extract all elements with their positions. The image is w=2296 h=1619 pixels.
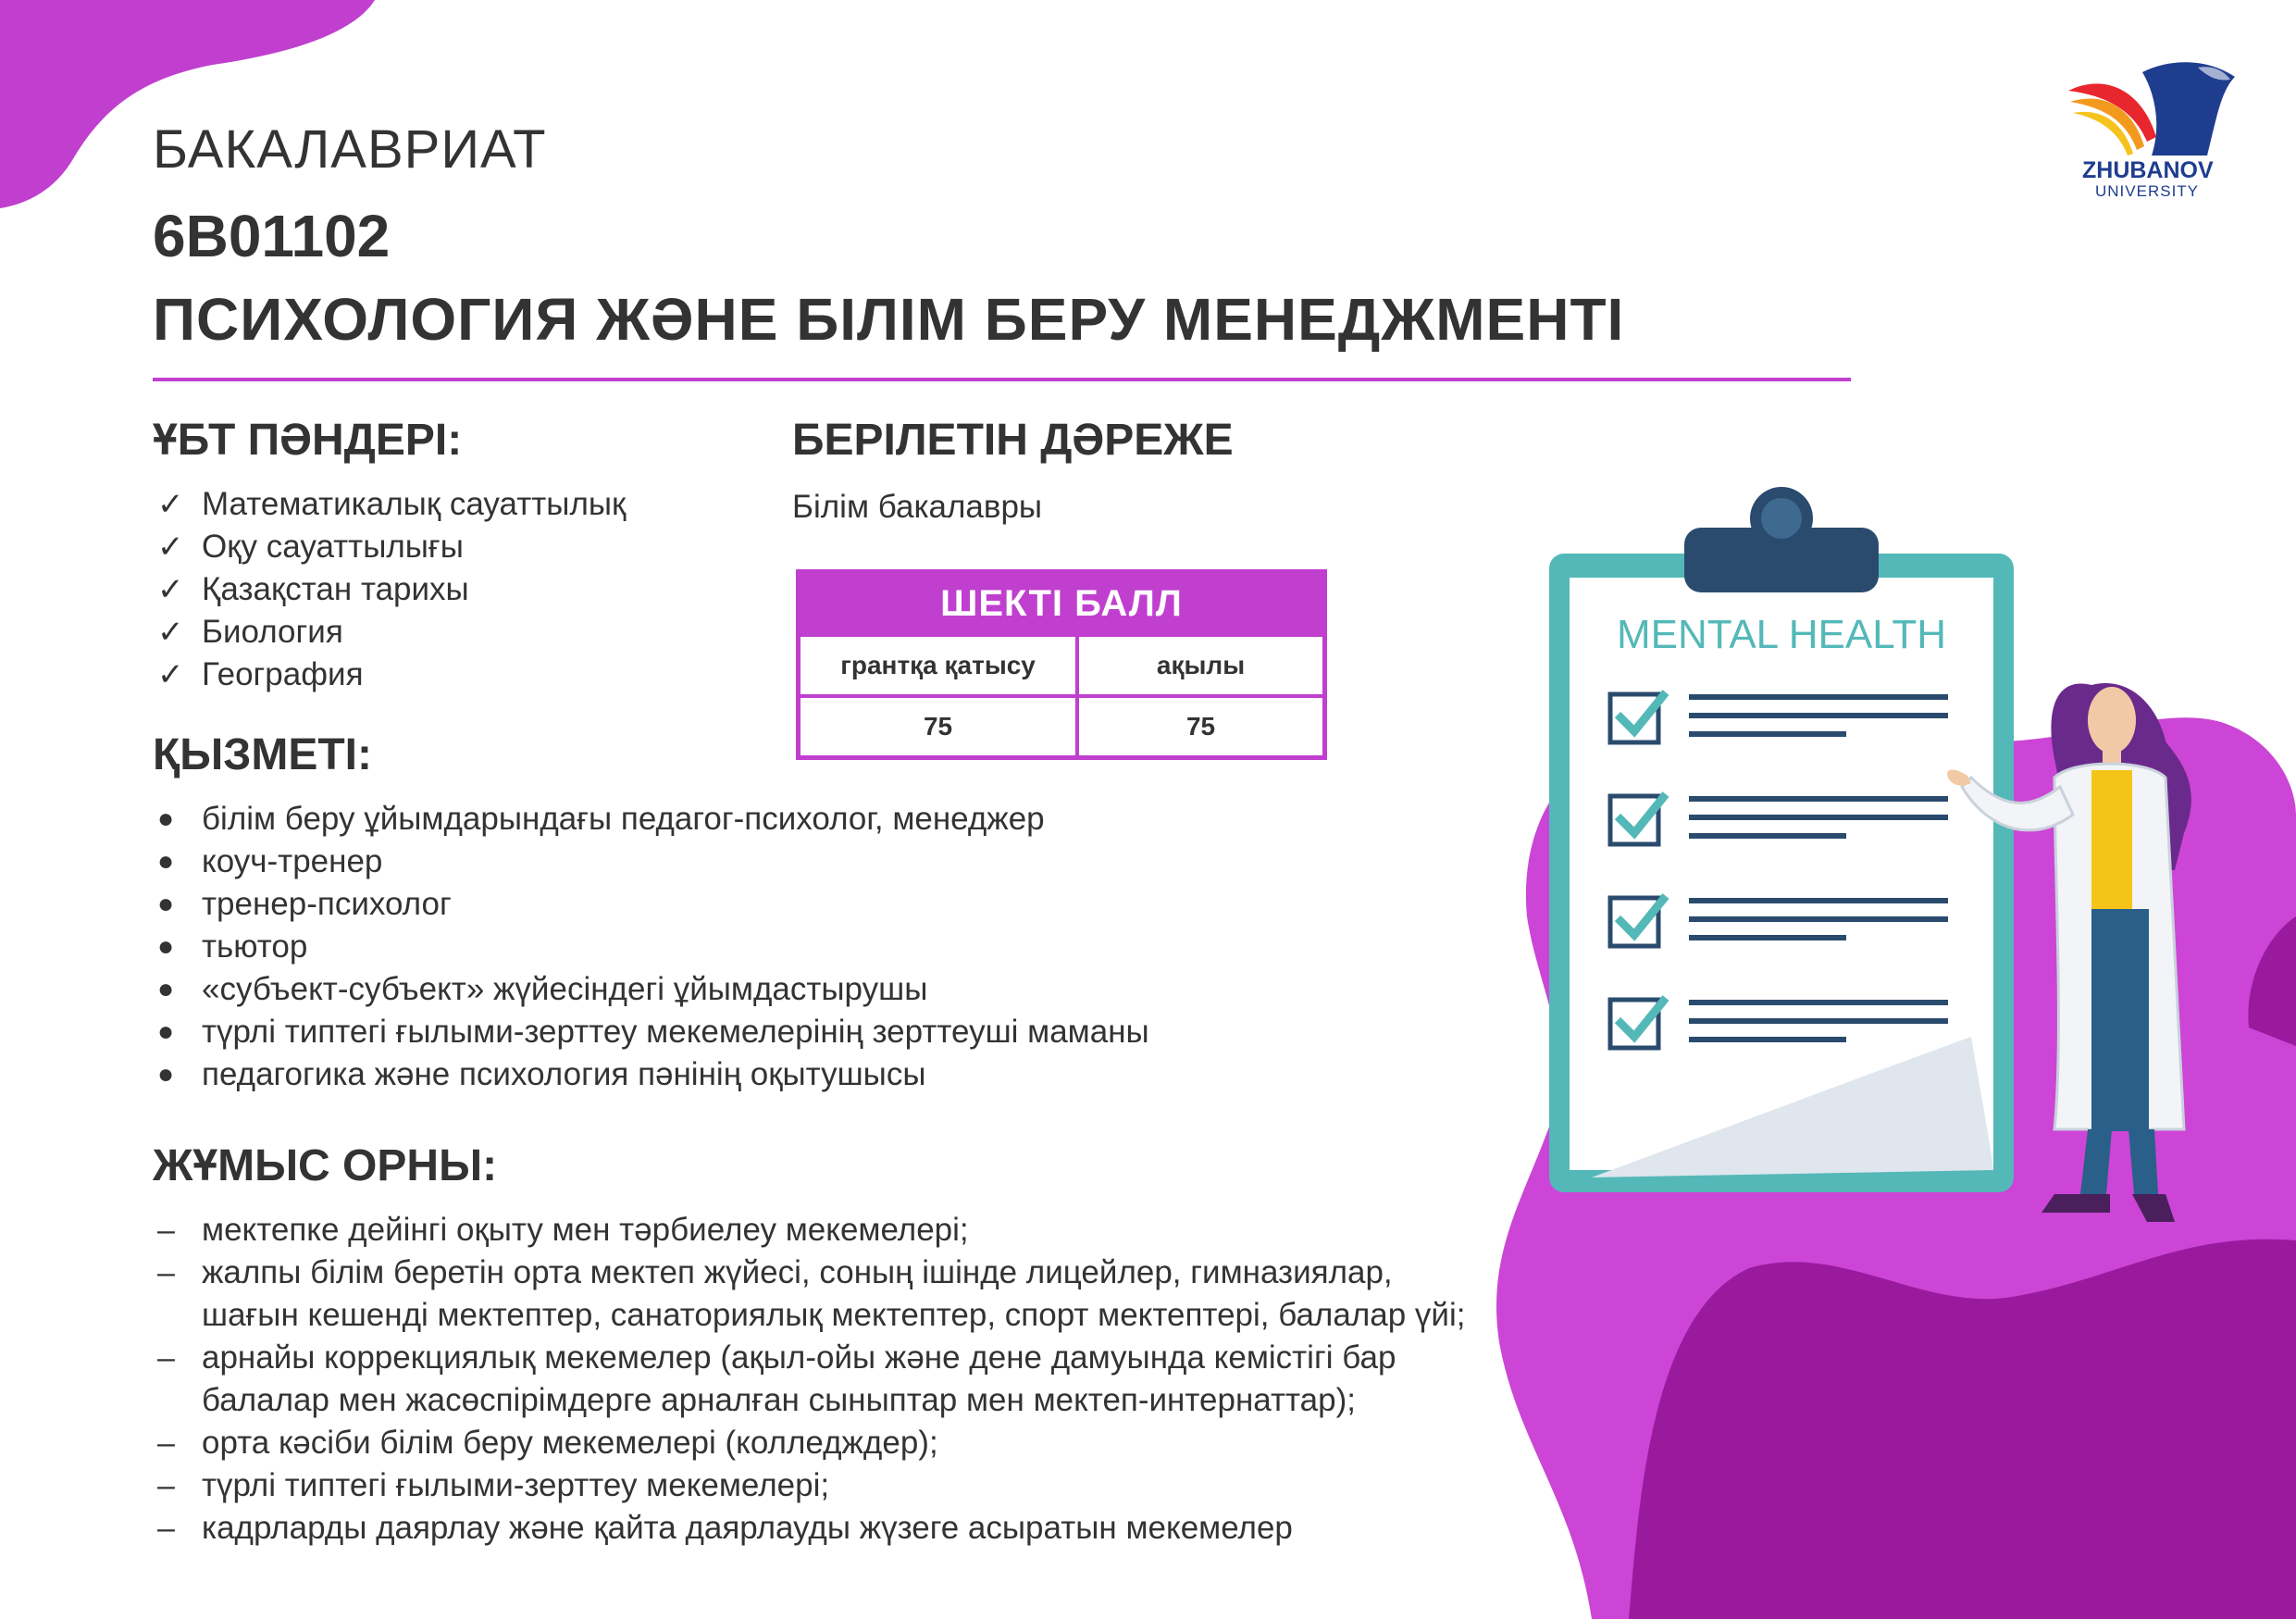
list-item: ● түрлі типтегі ғылыми-зерттеу мекемелерінің зерттеуші маманы xyxy=(157,1011,1149,1053)
list-item: ✓ Математикалық сауаттылық xyxy=(157,483,626,526)
list-item: – арнайы коррекциялық мекемелер (ақыл-ойы және дене дамуында кемістігі бар балалар мен жасөспірімдерге арналған сыныптар мен мектеп-интернаттар); xyxy=(157,1337,1465,1422)
degree-heading: БЕРІЛЕТІН ДӘРЕЖЕ xyxy=(792,416,1234,465)
program-level: БАКАЛАВРИАТ xyxy=(153,119,547,180)
functions-heading: ҚЫЗМЕТІ: xyxy=(153,730,372,779)
list-item: ● педагогика және психология пәнінің оқытушысы xyxy=(157,1053,1149,1096)
dash-icon: – xyxy=(157,1213,175,1248)
dash-icon: – xyxy=(157,1255,175,1290)
check-icon: ✓ xyxy=(157,529,184,565)
ubt-heading: ҰБТ ПӘНДЕРІ: xyxy=(153,416,463,465)
workplaces-list xyxy=(157,1209,1465,1550)
list-item: – мектепке дейінгі оқыту мен тәрбиелеу мекемелері; xyxy=(157,1209,1465,1252)
clipboard-icon xyxy=(1549,487,2014,1192)
dash-icon: – xyxy=(157,1340,175,1376)
list-item: ● тренер-психолог xyxy=(157,883,1149,926)
list-item: – орта кәсіби білім беру мекемелері (колледждер); xyxy=(157,1422,1465,1464)
check-icon: ✓ xyxy=(157,572,184,607)
logo-name: ZHUBANOV xyxy=(2082,157,2214,183)
check-icon: ✓ xyxy=(157,615,184,650)
program-code: 6В01102 xyxy=(153,203,391,269)
bullet-icon: ● xyxy=(157,974,175,1004)
program-title: ПСИХОЛОГИЯ ЖӘНЕ БІЛІМ БЕРУ МЕНЕДЖМЕНТІ xyxy=(153,286,1625,353)
bullet-icon: ● xyxy=(157,931,175,962)
degree-text: Білім бакалавры xyxy=(792,489,1043,525)
bullet-icon: ● xyxy=(157,1016,175,1047)
list-item: – түрлі типтегі ғылыми-зерттеу мекемелері; xyxy=(157,1464,1465,1507)
title-divider xyxy=(153,378,1851,381)
bullet-icon: ● xyxy=(157,889,175,919)
check-icon: ✓ xyxy=(157,657,184,692)
score-value-grant: 75 xyxy=(799,696,1078,758)
list-item: – кадрларды даярлау және қайта даярлауды жүзеге асыратын мекемелер xyxy=(157,1507,1465,1550)
clipboard-title: MENTAL HEALTH xyxy=(1616,612,1947,657)
ubt-subject-list xyxy=(157,483,626,696)
list-item: ✓ География xyxy=(157,654,626,696)
mental-health-illustration xyxy=(1536,481,2240,1222)
logo-subtitle: UNIVERSITY xyxy=(2095,182,2200,200)
check-icon: ✓ xyxy=(157,487,184,522)
dash-icon: – xyxy=(157,1426,175,1461)
list-item: ● коуч-тренер xyxy=(157,841,1149,883)
list-item: ● «субъект-субъект» жүйесіндегі ұйымдастырушы xyxy=(157,968,1149,1011)
workplaces-heading: ЖҰМЫС ОРНЫ: xyxy=(153,1141,498,1190)
bullet-icon: ● xyxy=(157,846,175,877)
list-item: – жалпы білім беретін орта мектеп жүйесі, соның ішінде лицейлер, гимназиялар, шағын кешенді мектептер, санаториялық мектептер, спорт мектептері, балалар үйі; xyxy=(157,1252,1465,1337)
score-header-grant: грантқа қатысу xyxy=(799,635,1078,696)
list-item: ● тьютор xyxy=(157,926,1149,968)
bullet-icon: ● xyxy=(157,803,175,834)
score-value-paid: 75 xyxy=(1077,696,1324,758)
list-item: ✓ Оқу сауаттылығы xyxy=(157,526,626,568)
score-header-paid: ақылы xyxy=(1077,635,1324,696)
list-item: ✓ Биология xyxy=(157,611,626,654)
list-item: ● білім беру ұйымдарындағы педагог-психолог, менеджер xyxy=(157,798,1149,841)
dash-icon: – xyxy=(157,1511,175,1546)
score-table-title: ШЕКТІ БАЛЛ xyxy=(799,572,1325,636)
bullet-icon: ● xyxy=(157,1059,175,1090)
threshold-score-table xyxy=(796,569,1327,760)
functions-list xyxy=(157,798,1149,1096)
dash-icon: – xyxy=(157,1468,175,1503)
list-item: ✓ Қазақстан тарихы xyxy=(157,568,626,611)
